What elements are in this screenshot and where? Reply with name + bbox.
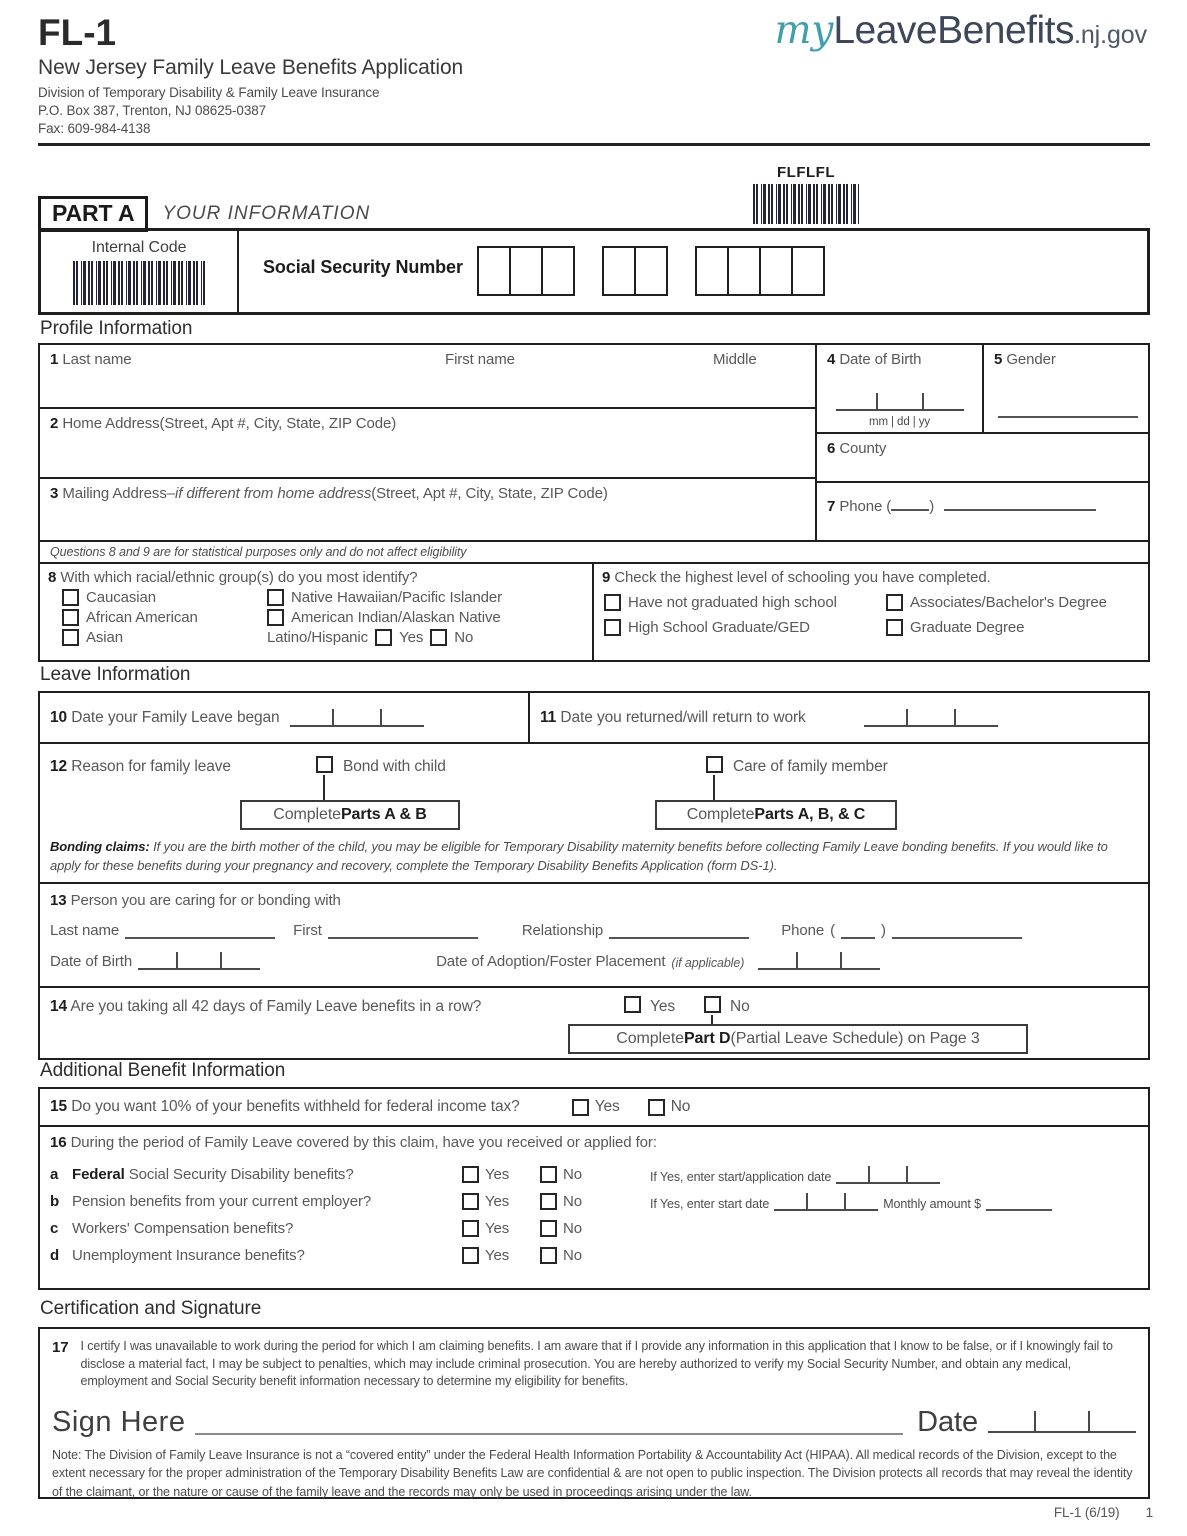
action-complete-parts-abc [655,800,897,830]
ssn-main [239,231,1147,312]
checkbox-16b-no[interactable] [540,1193,557,1210]
q3-mailing-address-cell[interactable] [40,479,815,540]
checkbox-associates-bachelors[interactable] [886,594,903,611]
q12-label: Reason for family leave [71,758,231,775]
q6-label: County [839,440,887,457]
q16c-no: No [563,1220,582,1237]
q16a-letter: a [50,1166,59,1183]
ssn-digit-box[interactable] [791,246,825,296]
q7-phone-cell [817,483,1148,540]
q2-label: Home Address [62,415,160,432]
checkbox-16a-no[interactable] [540,1166,557,1183]
profile-box [38,343,1150,662]
flflfl-caption: FLFLFL [777,164,835,181]
q12-number: 12 [50,758,68,775]
option-asian: Asian [86,629,124,646]
ssn-input[interactable] [477,246,825,296]
q6-number: 6 [827,440,836,457]
q1-name-cell[interactable] [40,345,815,409]
ssn-digit-box[interactable] [634,246,668,296]
checkbox-bond-with-child[interactable] [316,756,333,773]
latino-yes-label: Yes [399,629,424,646]
q8-question: With which racial/ethnic group(s) do you most identify? [60,569,418,586]
checkbox-caucasian[interactable] [62,589,79,606]
q7-area-code-input[interactable] [891,496,929,511]
q8-race-section [40,564,594,660]
q16b-note: If Yes, enter start date [650,1196,770,1211]
myleavebenefits-logo [775,8,1147,53]
q3-number: 3 [50,485,59,502]
q16a-bold: Federal [72,1166,125,1183]
form-title: New Jersey Family Leave Benefits Application [38,56,464,79]
q7-paren-close: ) [929,498,935,515]
q10-leave-began-cell [40,693,530,742]
bonding-claims-bold: Bonding claims: [50,839,150,854]
hipaa-note: Note: The Division of Family Leave Insurance is not a “covered entity” under the Federal Health Information Portability & Accountability Act (HIPAA). All medical records of the Division, except to the extent necessary for the proper administration of the Temporary Disability Benefits Law are confidential & are not open to public inspection. The Division protects all records that may reveal the identity of the claimant, or the nature or cause of the family leave and the records may only be used in proceedings arising under the law. [52,1447,1133,1499]
q16a-label: Social Security Disability benefits? [124,1166,354,1183]
connector-bond [323,775,325,800]
ssn-group-area [477,246,575,296]
internal-code-cell [41,231,239,312]
checkbox-16c-yes[interactable] [462,1220,479,1237]
q16a-note: If Yes, enter start/application date [650,1169,832,1184]
q16a-yes: Yes [485,1166,510,1183]
bonding-claims-note [50,838,1134,876]
ssn-section [38,228,1150,315]
flflfl-block [750,164,862,224]
latino-no-label: No [454,629,474,646]
checkbox-q15-no[interactable] [648,1099,665,1116]
q14-action-post: (Partial Leave Schedule) on Page 3 [730,1030,980,1047]
checkbox-care-family-member[interactable] [706,756,723,773]
checkbox-native-hawaiian[interactable] [267,589,284,606]
q17-number: 17 [52,1339,69,1356]
ssn-digit-box[interactable] [695,246,729,296]
q11-return-date-cell [530,693,1148,742]
header-rule [38,143,1150,146]
q6-county-cell[interactable] [817,434,1148,483]
ssn-digit-box[interactable] [759,246,793,296]
checkbox-african-american[interactable] [62,609,79,626]
bonding-claims-text: If you are the birth mother of the child, you may be eligible for Temporary Disability maternity benefits before collecting Family Leave bonding benefits. If you would like to apply for these benefits during your pregnancy and recovery, complete the Temporary Disability Benefits Application (form DS-1). [50,839,1108,873]
ssn-group-middle [602,246,668,296]
connector-care [713,775,715,800]
checkbox-16d-no[interactable] [540,1247,557,1264]
q5-gender-cell [984,345,1148,432]
q3-italic: if different from home address [174,485,372,502]
checkbox-16c-no[interactable] [540,1220,557,1237]
q16-row-b [50,1188,1138,1215]
q16-section [40,1127,1148,1288]
q1-last-name-label: Last name [62,351,132,368]
checkbox-q14-no[interactable] [704,996,721,1013]
signature-date-input[interactable] [988,1411,1136,1433]
checkbox-latino-yes[interactable] [375,629,392,646]
q13-adoption-label: Date of Adoption/Foster Placement [436,953,666,970]
q4-date-format: mm | dd | yy [868,416,930,428]
certification-section-title: Certification and Signature [40,1298,262,1319]
q7-phone-input[interactable] [944,496,1096,511]
q14-no-label: No [730,998,750,1015]
q13-first-label: First [293,922,322,939]
date-label: Date [917,1405,978,1438]
checkbox-asian[interactable] [62,629,79,646]
q11-label: Date you returned/will return to work [560,708,806,726]
q13-phone-input[interactable] [892,924,1022,939]
q16a-date-input[interactable] [836,1166,940,1184]
q15-yes-label: Yes [594,1098,620,1115]
q1-middle-label: Middle [713,351,757,368]
q5-label: Gender [1006,351,1056,368]
q11-date-input[interactable] [864,709,998,727]
q10-date-input[interactable] [290,709,424,727]
ssn-digit-box[interactable] [602,246,636,296]
checkbox-16b-yes[interactable] [462,1193,479,1210]
q10-number: 10 [50,708,68,726]
q16c-letter: c [50,1220,59,1237]
q13-first-input[interactable] [328,924,478,939]
q14-action-pre: Complete [616,1030,684,1047]
option-american-indian: American Indian/Alaskan Native [291,609,501,626]
q13-adoption-hint: (if applicable) [671,956,745,970]
option-graduate-degree: Graduate Degree [910,619,1025,636]
form-code: FL-1 [38,12,117,53]
checkbox-latino-no[interactable] [430,629,447,646]
division-line: Division of Temporary Disability & Family Leave Insurance [38,85,380,100]
latino-hispanic-label: Latino/Hispanic [267,629,369,646]
q3-hint: (Street, Apt #, City, State, ZIP Code) [371,485,608,502]
ssn-digit-box[interactable] [727,246,761,296]
q16d-letter: d [50,1247,60,1264]
q16b-yes: Yes [485,1193,510,1210]
profile-section-title: Profile Information [40,318,193,339]
q16a-no: No [563,1166,582,1183]
option-bond-with-child: Bond with child [343,758,446,775]
q7-paren-open: ( [886,498,892,515]
checkbox-q14-yes[interactable] [624,996,641,1013]
certification-statement: I certify I was unavailable to work during the period for which I am claiming benefits. I am aware that if I provide any information in this application that I know to be false, or if I knowingly fail to disclose a material fact, I may be subject to penalties, which may include criminal prosecution. You are hereby authorized to verify my Social Security Number, and obtain any medical, employment and Social Security benefit information necessary to determine my eligibility for benefits. [80,1339,1113,1388]
internal-code-label: Internal Code [91,239,187,256]
leave-section-title: Leave Information [40,664,191,685]
q13-adoption-date-input[interactable] [758,952,880,970]
q2-hint: (Street, Apt #, City, State, ZIP Code) [159,415,397,432]
checkbox-16a-yes[interactable] [462,1166,479,1183]
q12-reason-row [40,744,1148,884]
action2-bold: Parts A, B, & C [754,806,866,823]
page-number: 1 [1145,1505,1153,1520]
q13-last-name-input[interactable] [125,924,275,939]
q1-number: 1 [50,351,59,368]
action-complete-parts-ab [240,800,460,830]
certification-box [38,1327,1150,1499]
checkbox-high-school-grad[interactable] [604,619,621,636]
q16b-date-input[interactable] [774,1193,878,1211]
additional-section-title: Additional Benefit Information [40,1060,286,1081]
q2-number: 2 [50,415,59,432]
part-a-label: PART A [38,196,148,232]
flflfl-barcode [753,184,859,224]
ssn-digit-box[interactable] [541,246,575,296]
q4-dob-cell [817,345,984,432]
logo-domain: .nj.gov [1074,21,1147,49]
sign-here-label: Sign Here [52,1405,186,1438]
q4-dob-input[interactable] [836,393,964,411]
header-left [38,12,463,139]
q13-relationship-input[interactable] [609,924,749,939]
option-associates-bachelors: Associates/Bachelor's Degree [910,594,1107,611]
form-version: FL-1 (6/19) [1053,1505,1120,1520]
q3-label: Mailing Address– [62,485,175,502]
statistical-note: Questions 8 and 9 are for statistical purposes only and do not affect eligibility [40,540,1148,564]
internal-code-barcode [73,261,205,305]
q16-label: During the period of Family Leave covered by this claim, have you received or applied for: [70,1134,657,1151]
q13-last-name-label: Last name [50,922,120,939]
ssn-label: Social Security Number [263,257,463,277]
q16b-letter: b [50,1193,60,1210]
page-footer [1054,1505,1153,1520]
option-high-school-grad: High School Graduate/GED [628,619,810,636]
option-african-american: African American [86,609,198,626]
q13-paren-close: ) [880,922,886,939]
part-a-header [38,196,370,232]
option-no-high-school: Have not graduated high school [628,594,837,611]
q14-label: Are you taking all 42 days of Family Leave benefits in a row? [70,998,482,1015]
ssn-group-serial [695,246,825,296]
checkbox-no-high-school[interactable] [604,594,621,611]
profile-right-column [817,345,1148,540]
q7-number: 7 [827,498,836,515]
q16d-yes: Yes [485,1247,510,1264]
q15-number: 15 [50,1098,68,1115]
leave-box [38,691,1150,1060]
q8-number: 8 [48,569,57,586]
option-caucasian: Caucasian [86,589,156,606]
checkbox-q15-yes[interactable] [572,1099,589,1116]
q14-action-bold: Part D [683,1030,731,1047]
q16d-no: No [563,1247,582,1264]
q13-label: Person you are caring for or bonding with [70,892,341,909]
q2-home-address-cell[interactable] [40,409,815,479]
q16c-yes: Yes [485,1220,510,1237]
q9-number: 9 [602,569,611,586]
q14-yes-label: Yes [650,998,675,1015]
q5-number: 5 [994,351,1003,368]
q16b-no: No [563,1193,582,1210]
q16-row-a [50,1161,1138,1188]
q11-number: 11 [540,708,557,726]
logo-my: my [774,8,834,53]
q13-dob-input[interactable] [138,952,260,970]
q16-number: 16 [50,1134,67,1151]
signature-input[interactable] [195,1399,903,1435]
q13-dob-label: Date of Birth [50,953,133,970]
q16b-label: Pension benefits from your current employer? [72,1193,372,1210]
q13-number: 13 [50,892,67,909]
option-care-family-member: Care of family member [733,758,888,775]
logo-brand: LeaveBenefits [833,9,1075,52]
q4-label: Date of Birth [839,351,922,368]
option-native-hawaiian: Native Hawaiian/Pacific Islander [291,589,503,606]
checkbox-graduate-degree[interactable] [886,619,903,636]
fax-line: Fax: 609-984-4138 [38,121,151,137]
ssn-digit-box[interactable] [477,246,511,296]
q5-gender-input[interactable] [998,403,1138,418]
connector-q14-no [711,1015,713,1024]
q9-schooling-section [594,564,1148,660]
q15-row [40,1089,1148,1127]
action-complete-part-d [568,1024,1028,1054]
additional-box [38,1087,1150,1290]
q15-no-label: No [670,1098,691,1115]
q13-phone-label: Phone [781,922,825,939]
q4-number: 4 [827,351,836,368]
profile-left-column [40,345,817,540]
ssn-digit-box[interactable] [509,246,543,296]
q16c-label: Workers' Compensation benefits? [72,1220,294,1237]
address-line: P.O. Box 387, Trenton, NJ 08625-0387 [38,103,267,119]
q14-number: 14 [50,998,68,1015]
q13-relationship-label: Relationship [521,922,604,939]
checkbox-american-indian[interactable] [267,609,284,626]
q16b-note2: Monthly amount $ [883,1196,981,1211]
q7-label: Phone [839,498,883,515]
q10-label: Date your Family Leave began [71,708,280,726]
q1-first-name-label: First name [445,351,515,368]
action1-bold: Parts A & B [340,806,427,823]
q16-row-c [50,1215,1138,1242]
action2-pre: Complete [686,806,755,823]
q14-row [40,988,1148,1058]
q13-paren-open: ( [830,922,835,939]
q13-person-row [40,884,1148,988]
q13-area-code-input[interactable] [841,924,875,939]
q15-label: Do you want 10% of your benefits withheld for federal income tax? [71,1098,520,1115]
q9-question: Check the highest level of schooling you have completed. [614,569,991,586]
action1-pre: Complete [273,806,341,823]
part-a-subtitle: YOUR INFORMATION [162,203,371,224]
q16d-label: Unemployment Insurance benefits? [72,1247,305,1264]
checkbox-16d-yes[interactable] [462,1247,479,1264]
q16-row-d [50,1242,1138,1269]
q16b-amount-input[interactable] [986,1196,1052,1211]
